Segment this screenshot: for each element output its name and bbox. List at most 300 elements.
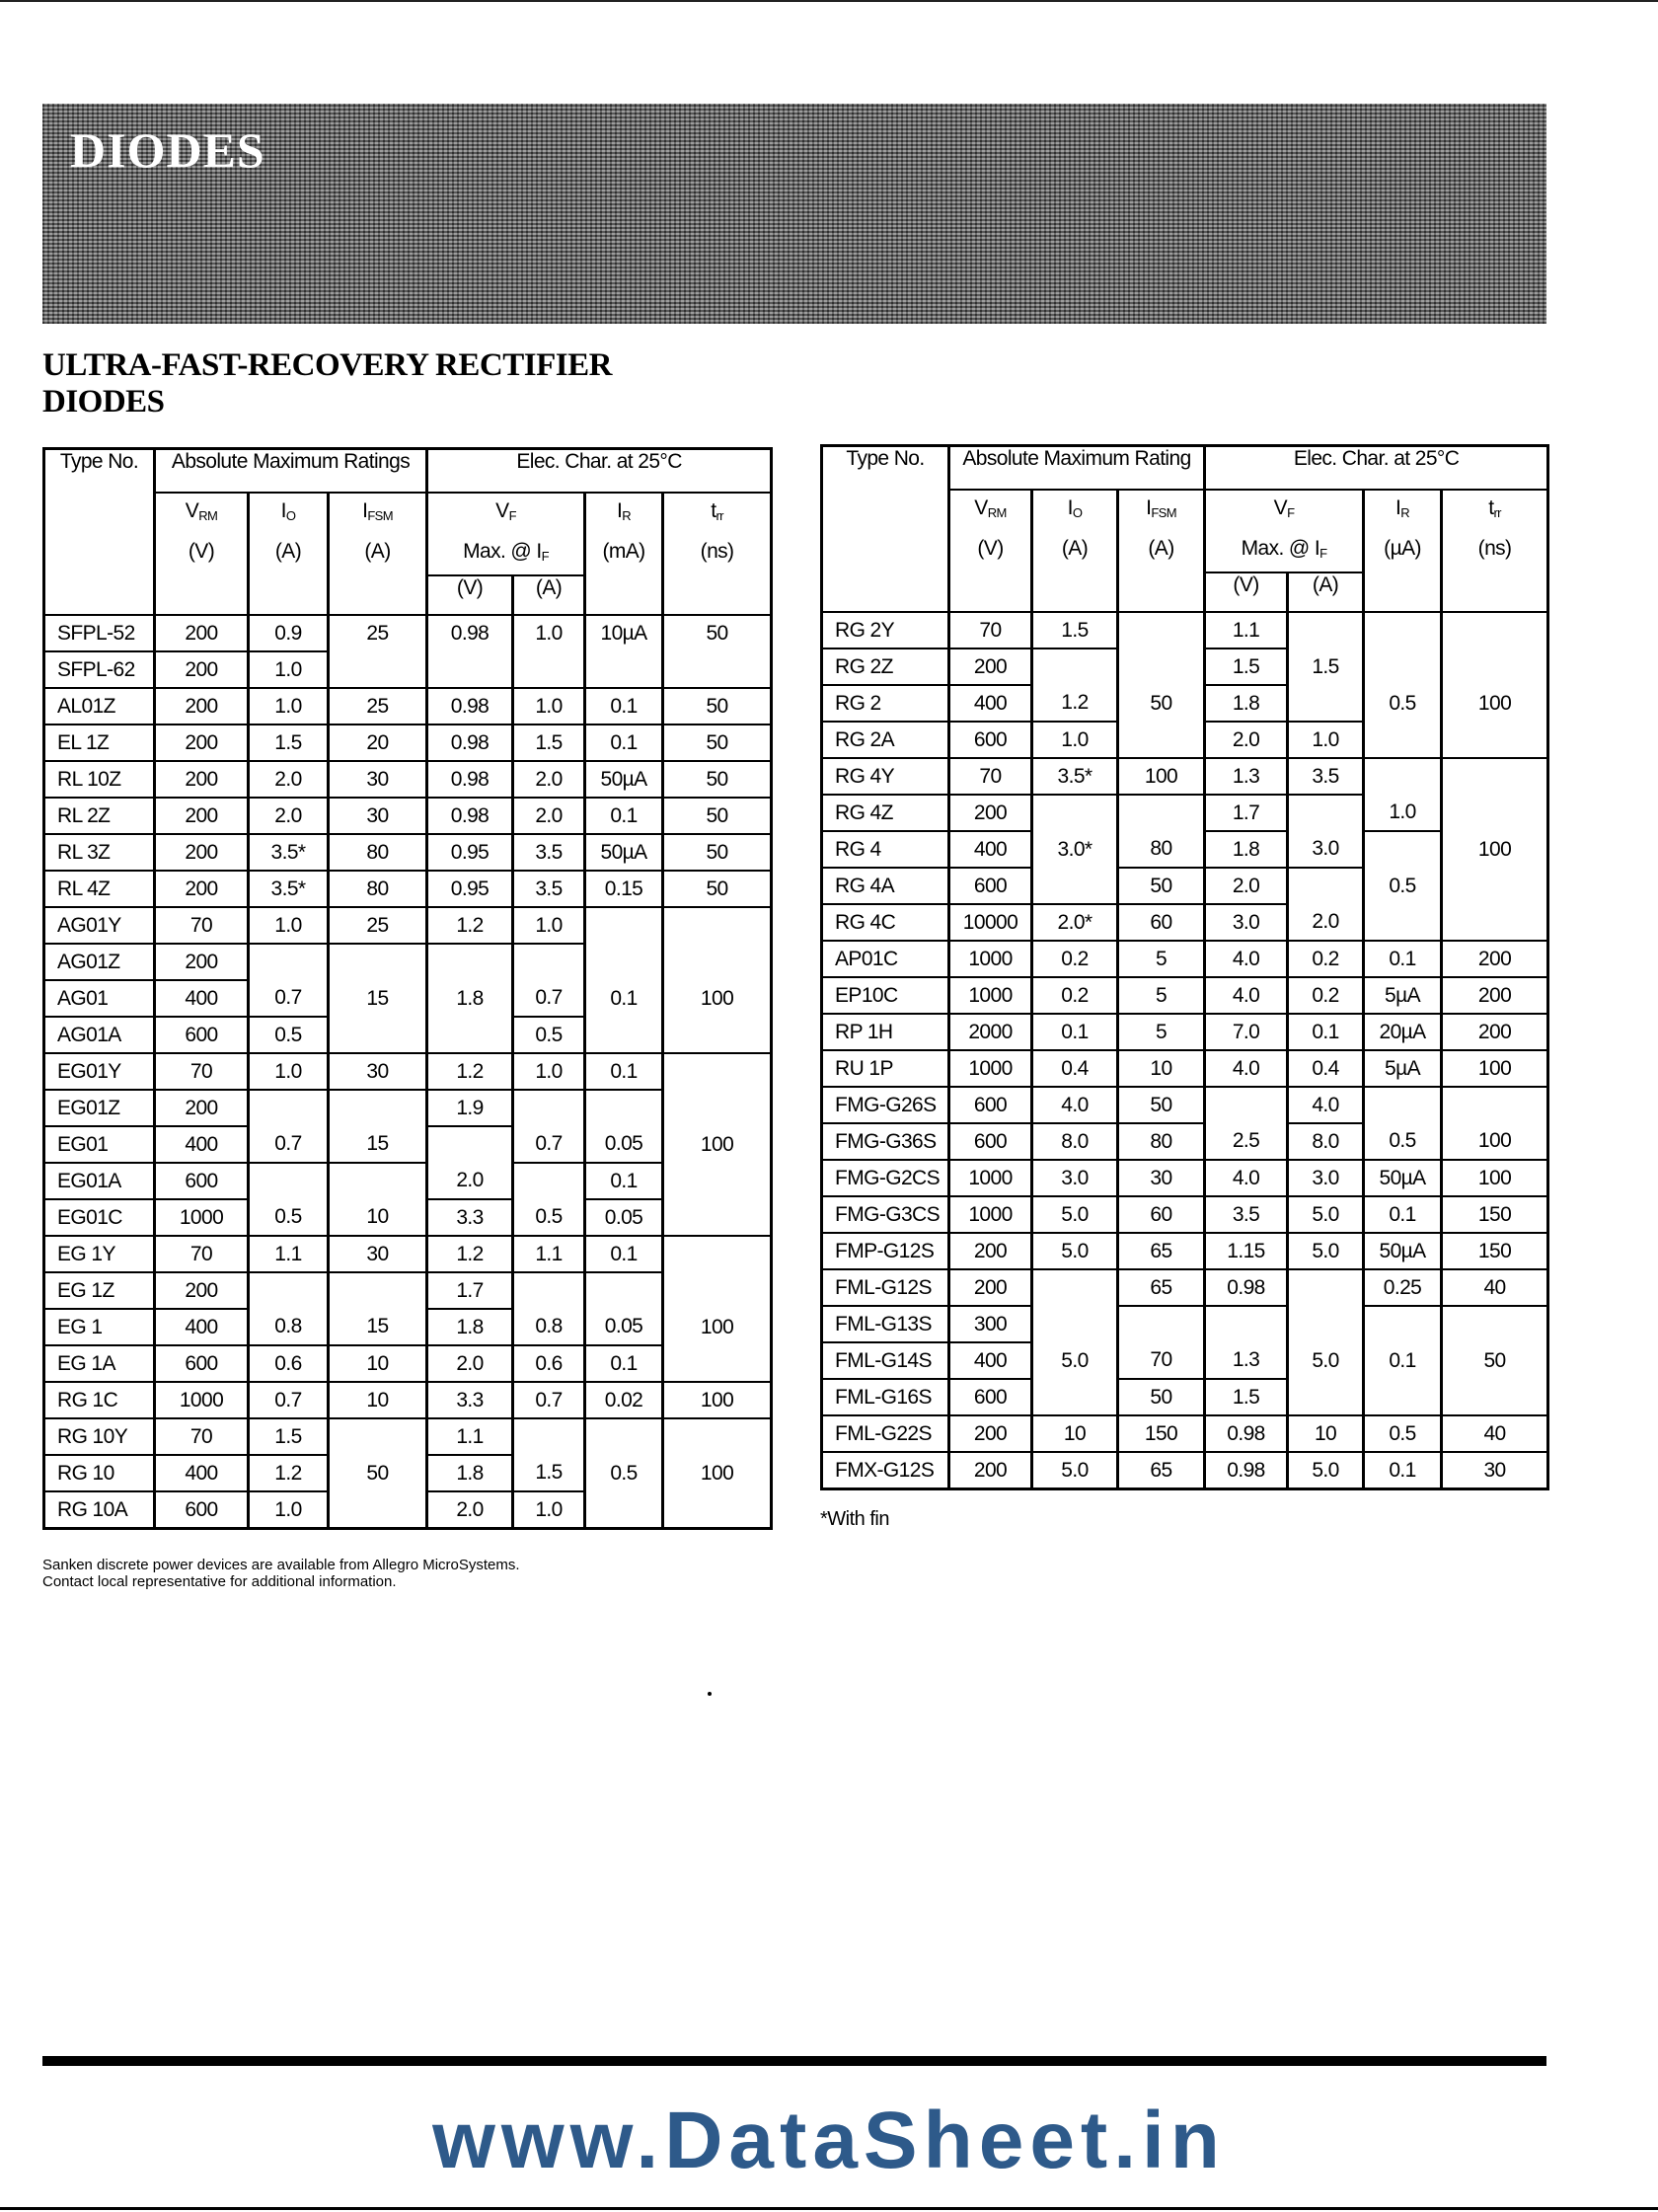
cell-ifsm: 25 — [329, 688, 427, 725]
cell-vrm: 1000 — [949, 1050, 1032, 1087]
cell-vf: 1.5 — [1205, 648, 1288, 685]
cell-ifsm: 60 — [1118, 904, 1205, 941]
cell-if: 0.1 — [1288, 1014, 1364, 1050]
cell-if: 5.0 — [1288, 1233, 1364, 1269]
cell-type-no: RP 1H — [822, 1014, 949, 1050]
cell-ir — [585, 1272, 663, 1309]
cell-io: 2.0 — [249, 761, 329, 798]
table-row — [44, 1491, 772, 1529]
cell-type-no: EG01 — [44, 1126, 155, 1163]
cell-io: 1.5 — [249, 725, 329, 761]
symbol-subscript: F — [541, 549, 549, 564]
cell-type-no: EG01Z — [44, 1090, 155, 1126]
header-elec-char: Elec. Char. at 25°C — [1205, 446, 1548, 491]
cell-ir: 0.1 — [585, 1053, 663, 1090]
banner-title: DIODES — [70, 122, 265, 178]
cell-vrm: 1000 — [949, 1196, 1032, 1233]
cell-vrm: 200 — [155, 798, 249, 834]
header-vf-volts: (V) — [427, 575, 513, 615]
cell-ir: 10µA — [585, 615, 663, 651]
cell-vf: 0.98 — [1205, 1269, 1288, 1306]
cell-io: 1.2 — [1032, 685, 1118, 722]
cell-vrm: 200 — [155, 871, 249, 907]
cell-type-no: SFPL-52 — [44, 615, 155, 651]
table-row — [44, 1345, 772, 1382]
cell-ifsm — [329, 1418, 427, 1455]
cell-type-no: EG 1Z — [44, 1272, 155, 1309]
symbol-base: t — [1488, 496, 1494, 519]
cell-type-no: RG 2A — [822, 722, 949, 758]
cell-ifsm — [1118, 795, 1205, 831]
cell-io — [1032, 648, 1118, 685]
cell-ir: 0.1 — [1364, 1452, 1442, 1489]
cell-if: 1.5 — [513, 1455, 585, 1491]
header-io — [1032, 490, 1118, 612]
cell-vf: 1.3 — [1205, 758, 1288, 795]
symbol-subscript: R — [1400, 505, 1410, 520]
cell-io: 3.5* — [1032, 758, 1118, 795]
cell-vf: 0.98 — [427, 688, 513, 725]
table-body — [44, 615, 772, 1529]
cell-ifsm: 25 — [329, 615, 427, 651]
cell-trr — [1442, 1306, 1548, 1342]
unit-label: (A) — [1061, 537, 1089, 560]
symbol-base: V — [185, 499, 199, 522]
cell-vf: 2.0 — [1205, 868, 1288, 904]
cell-vf: 0.95 — [427, 834, 513, 871]
cell-type-no: FML-G12S — [822, 1269, 949, 1306]
header-absolute-max-ratings: Absolute Maximum Rating — [949, 446, 1205, 491]
cell-ifsm — [329, 1090, 427, 1126]
cell-ifsm: 30 — [329, 1236, 427, 1272]
header-vf-amps: (A) — [513, 575, 585, 615]
cell-ifsm — [329, 651, 427, 688]
symbol-base: V — [1273, 496, 1288, 519]
cell-vrm: 200 — [949, 795, 1032, 831]
table-row — [44, 1418, 772, 1455]
cell-io: 0.2 — [1032, 977, 1118, 1014]
cell-ir: 0.02 — [585, 1382, 663, 1418]
cell-trr — [1442, 1379, 1548, 1415]
header-ifsm — [1118, 490, 1205, 612]
vf-condition: Max. @ I — [463, 540, 542, 563]
cell-trr: 50 — [663, 798, 772, 834]
cell-if: 2.0 — [513, 761, 585, 798]
table-row — [44, 1382, 772, 1418]
cell-ifsm: 80 — [329, 871, 427, 907]
cell-type-no: RL 2Z — [44, 798, 155, 834]
cell-if: 3.5 — [513, 871, 585, 907]
cell-trr — [1442, 904, 1548, 941]
cell-io: 1.0 — [249, 1491, 329, 1529]
cell-if: 1.0 — [513, 615, 585, 651]
cell-vrm: 200 — [949, 1233, 1032, 1269]
cell-ir: 0.1 — [1364, 1342, 1442, 1379]
cell-trr — [663, 1272, 772, 1309]
cell-ir: 0.5 — [1364, 1415, 1442, 1452]
cell-vrm: 1000 — [155, 1382, 249, 1418]
availability-note — [42, 1557, 520, 1590]
cell-trr: 100 — [663, 1382, 772, 1418]
footer-rule — [42, 2056, 1546, 2066]
cell-trr: 100 — [1442, 1050, 1548, 1087]
cell-if: 3.5 — [513, 834, 585, 871]
cell-if — [513, 1163, 585, 1199]
cell-type-no: FMX-G12S — [822, 1452, 949, 1489]
cell-ir: 5µA — [1364, 977, 1442, 1014]
cell-trr: 100 — [1442, 831, 1548, 868]
cell-if — [513, 1090, 585, 1126]
cell-vf: 2.0 — [427, 1345, 513, 1382]
cell-trr: 200 — [1442, 1014, 1548, 1050]
cell-ir: 0.05 — [585, 1126, 663, 1163]
cell-if: 0.2 — [1288, 941, 1364, 977]
cell-vf: 3.0 — [1205, 904, 1288, 941]
cell-ir: 50µA — [585, 834, 663, 871]
table-row — [44, 1272, 772, 1309]
cell-type-no: EG 1 — [44, 1309, 155, 1345]
cell-if — [1288, 685, 1364, 722]
cell-ifsm: 30 — [329, 1053, 427, 1090]
cell-trr — [663, 1090, 772, 1126]
cell-trr — [1442, 722, 1548, 758]
cell-ifsm: 10 — [329, 1345, 427, 1382]
cell-ir — [585, 944, 663, 980]
cell-vf: 1.3 — [1205, 1342, 1288, 1379]
cell-type-no: RL 3Z — [44, 834, 155, 871]
cell-if: 1.0 — [513, 907, 585, 944]
cell-trr — [1442, 795, 1548, 831]
table-body — [822, 612, 1548, 1489]
note-line1: Sanken discrete power devices are available from Allegro MicroSystems. — [42, 1557, 520, 1573]
section-title-line1: ULTRA-FAST-RECOVERY RECTIFIER — [42, 347, 612, 383]
cell-ir: 0.1 — [585, 725, 663, 761]
unit-label: (V) — [188, 540, 215, 563]
table-row — [822, 1415, 1548, 1452]
header-vrm — [949, 490, 1032, 612]
cell-type-no: RG 10Y — [44, 1418, 155, 1455]
cell-if: 1.0 — [513, 1053, 585, 1090]
cell-io — [1032, 1379, 1118, 1415]
table-row — [822, 1379, 1548, 1415]
table-row — [822, 831, 1548, 868]
cell-ifsm — [1118, 1306, 1205, 1342]
top-edge-line — [0, 0, 1658, 2]
cell-trr — [663, 1199, 772, 1236]
cell-ir: 0.25 — [1364, 1269, 1442, 1306]
cell-io — [249, 1090, 329, 1126]
symbol-subscript: rr — [716, 508, 723, 523]
header-vf — [1205, 490, 1364, 572]
cell-vrm: 200 — [949, 1415, 1032, 1452]
cell-io: 0.6 — [249, 1345, 329, 1382]
cell-if: 5.0 — [1288, 1452, 1364, 1489]
cell-if: 1.0 — [513, 688, 585, 725]
vf-condition: Max. @ I — [1241, 537, 1320, 560]
unit-label: (ns) — [700, 540, 734, 563]
cell-vf: 1.2 — [427, 1236, 513, 1272]
cell-ir — [585, 907, 663, 944]
header-vf — [427, 493, 585, 575]
cell-vrm: 70 — [155, 1053, 249, 1090]
section-title-line2: DIODES — [42, 384, 165, 420]
symbol-base: V — [495, 499, 509, 522]
cell-ir: 0.5 — [585, 1455, 663, 1491]
cell-trr — [663, 1053, 772, 1090]
table-row — [44, 1163, 772, 1199]
cell-vrm: 600 — [949, 722, 1032, 758]
cell-io: 0.2 — [1032, 941, 1118, 977]
cell-io — [249, 1272, 329, 1309]
cell-ifsm: 50 — [1118, 1087, 1205, 1123]
cell-vf: 1.2 — [427, 907, 513, 944]
table-row — [822, 941, 1548, 977]
symbol-subscript: RM — [198, 508, 218, 523]
cell-type-no: RG 2 — [822, 685, 949, 722]
cell-type-no: AG01Z — [44, 944, 155, 980]
cell-type-no: EG01Y — [44, 1053, 155, 1090]
cell-type-no: EG 1Y — [44, 1236, 155, 1272]
cell-if — [513, 1272, 585, 1309]
cell-ifsm: 15 — [329, 1126, 427, 1163]
cell-io — [1032, 795, 1118, 831]
cell-if: 0.6 — [513, 1345, 585, 1382]
cell-io: 0.8 — [249, 1309, 329, 1345]
cell-type-no: RG 4 — [822, 831, 949, 868]
cell-if: 0.2 — [1288, 977, 1364, 1014]
cell-trr — [1442, 648, 1548, 685]
cell-vrm: 400 — [949, 1342, 1032, 1379]
cell-ifsm — [329, 944, 427, 980]
cell-trr: 100 — [663, 980, 772, 1017]
symbol-base: I — [1146, 496, 1152, 519]
cell-trr: 50 — [663, 834, 772, 871]
cell-trr — [663, 1163, 772, 1199]
cell-ifsm — [1118, 648, 1205, 685]
cell-if: 0.5 — [513, 1199, 585, 1236]
cell-ir: 0.1 — [1364, 1196, 1442, 1233]
symbol-subscript: F — [1287, 505, 1295, 520]
cell-ifsm: 30 — [329, 761, 427, 798]
cell-trr — [663, 1236, 772, 1272]
cell-trr: 100 — [663, 1309, 772, 1345]
cell-type-no: RG 10 — [44, 1455, 155, 1491]
cell-if: 5.0 — [1288, 1196, 1364, 1233]
cell-ifsm: 65 — [1118, 1452, 1205, 1489]
table-row — [822, 1123, 1548, 1160]
cell-io: 3.0 — [1032, 1160, 1118, 1196]
table-row — [822, 648, 1548, 685]
cell-if: 0.5 — [513, 1017, 585, 1053]
unit-label: (V) — [977, 537, 1004, 560]
cell-if: 3.0 — [1288, 1160, 1364, 1196]
cell-io: 2.0* — [1032, 904, 1118, 941]
table-row — [44, 1090, 772, 1126]
cell-if: 0.7 — [513, 1382, 585, 1418]
cell-vrm: 200 — [949, 1269, 1032, 1306]
cell-vrm: 600 — [155, 1163, 249, 1199]
cell-type-no: RG 2Y — [822, 612, 949, 648]
cell-vf — [427, 944, 513, 980]
cell-trr — [1442, 868, 1548, 904]
symbol-base: I — [1395, 496, 1401, 519]
cell-vf: 4.0 — [1205, 1050, 1288, 1087]
table-row — [44, 944, 772, 980]
header-absolute-max-ratings: Absolute Maximum Ratings — [155, 449, 427, 494]
header-type-no: Type No. — [822, 446, 949, 613]
header-ir — [585, 493, 663, 615]
cell-io: 1.1 — [249, 1236, 329, 1272]
cell-ifsm: 15 — [329, 1309, 427, 1345]
cell-ir — [585, 651, 663, 688]
cell-trr: 50 — [1442, 1342, 1548, 1379]
cell-io: 2.0 — [249, 798, 329, 834]
cell-trr: 150 — [1442, 1233, 1548, 1269]
cell-trr: 50 — [663, 871, 772, 907]
cell-io: 5.0 — [1032, 1196, 1118, 1233]
cell-ir — [1364, 831, 1442, 868]
cell-trr: 50 — [663, 615, 772, 651]
cell-io: 5.0 — [1032, 1342, 1118, 1379]
cell-vf: 1.7 — [1205, 795, 1288, 831]
table-row — [822, 1050, 1548, 1087]
table-row — [44, 1017, 772, 1053]
cell-io — [249, 1163, 329, 1199]
cell-if: 3.0 — [1288, 831, 1364, 868]
cell-trr: 150 — [1442, 1196, 1548, 1233]
cell-if — [513, 944, 585, 980]
cell-vf: 2.0 — [1205, 722, 1288, 758]
cell-ir — [585, 1491, 663, 1529]
unit-label: (ns) — [1477, 537, 1512, 560]
cell-trr — [663, 651, 772, 688]
table-row — [822, 1233, 1548, 1269]
table-row — [822, 795, 1548, 831]
cell-vf: 3.3 — [427, 1382, 513, 1418]
cell-ifsm: 5 — [1118, 941, 1205, 977]
cell-vrm: 70 — [949, 758, 1032, 795]
header-type-no: Type No. — [44, 449, 155, 616]
cell-ifsm: 30 — [1118, 1160, 1205, 1196]
table-row — [44, 980, 772, 1017]
cell-ifsm — [1118, 612, 1205, 648]
cell-type-no: RG 10A — [44, 1491, 155, 1529]
cell-if: 1.0 — [1288, 722, 1364, 758]
cell-ir — [585, 1090, 663, 1126]
cell-if — [1288, 1269, 1364, 1306]
cell-vrm: 200 — [155, 761, 249, 798]
cell-io: 0.1 — [1032, 1014, 1118, 1050]
table-row — [44, 1236, 772, 1272]
cell-trr: 100 — [1442, 1160, 1548, 1196]
cell-ifsm — [329, 1017, 427, 1053]
cell-if: 0.8 — [513, 1309, 585, 1345]
cell-ifsm: 50 — [329, 1455, 427, 1491]
cell-ir: 0.1 — [585, 1345, 663, 1382]
cell-type-no: RG 4A — [822, 868, 949, 904]
unit-label: (mA) — [602, 540, 645, 563]
cell-io: 0.9 — [249, 615, 329, 651]
header-elec-char: Elec. Char. at 25°C — [427, 449, 772, 494]
cell-vf: 0.98 — [427, 798, 513, 834]
cell-if: 1.5 — [1288, 648, 1364, 685]
cell-if — [1288, 1306, 1364, 1342]
cell-io — [1032, 1269, 1118, 1306]
bottom-edge-line — [0, 2207, 1658, 2210]
cell-if: 1.0 — [513, 1491, 585, 1529]
symbol-subscript: R — [622, 508, 632, 523]
header-trr — [1442, 490, 1548, 612]
cell-vf: 1.2 — [427, 1053, 513, 1090]
cell-vrm: 2000 — [949, 1014, 1032, 1050]
cell-ir: 0.5 — [1364, 1123, 1442, 1160]
cell-ir: 50µA — [1364, 1160, 1442, 1196]
cell-io: 0.5 — [249, 1017, 329, 1053]
table-row — [44, 1199, 772, 1236]
cell-vf — [1205, 1306, 1288, 1342]
cell-ifsm: 70 — [1118, 1342, 1205, 1379]
cell-vrm: 400 — [155, 1455, 249, 1491]
cell-if: 5.0 — [1288, 1342, 1364, 1379]
header-trr — [663, 493, 772, 615]
cell-type-no: FMG-G2CS — [822, 1160, 949, 1196]
symbol-base: I — [617, 499, 623, 522]
cell-vrm: 1000 — [155, 1199, 249, 1236]
cell-ifsm: 5 — [1118, 1014, 1205, 1050]
cell-vf: 4.0 — [1205, 941, 1288, 977]
cell-ifsm — [329, 1163, 427, 1199]
cell-type-no: FML-G22S — [822, 1415, 949, 1452]
cell-trr: 100 — [663, 1126, 772, 1163]
header-ifsm — [329, 493, 427, 615]
cell-type-no: RL 4Z — [44, 871, 155, 907]
table-row — [822, 1452, 1548, 1489]
cell-ir: 5µA — [1364, 1050, 1442, 1087]
cell-ir — [1364, 612, 1442, 648]
diode-table-left — [42, 447, 773, 1530]
cell-vf: 4.0 — [1205, 1160, 1288, 1196]
cell-ir — [1364, 1087, 1442, 1123]
note-line2: Contact local representative for additional information. — [42, 1573, 397, 1590]
cell-io: 0.7 — [249, 1126, 329, 1163]
watermark-link[interactable]: www.DataSheet.in — [432, 2096, 1226, 2185]
table-row — [44, 651, 772, 688]
table-row — [822, 904, 1548, 941]
cell-vrm: 1000 — [949, 941, 1032, 977]
table-row — [44, 1053, 772, 1090]
cell-vrm: 70 — [155, 1236, 249, 1272]
cell-ifsm — [329, 1272, 427, 1309]
cell-type-no: EL 1Z — [44, 725, 155, 761]
cell-vrm: 70 — [155, 907, 249, 944]
section-title — [42, 347, 612, 420]
cell-ifsm — [1118, 722, 1205, 758]
cell-io: 1.0 — [249, 1053, 329, 1090]
diode-table-right — [820, 444, 1549, 1490]
cell-vrm: 400 — [949, 685, 1032, 722]
table-row — [822, 1306, 1548, 1342]
cell-io — [249, 944, 329, 980]
cell-ir: 1.0 — [1364, 795, 1442, 831]
cell-vrm: 600 — [949, 1123, 1032, 1160]
cell-ir: 0.1 — [1364, 941, 1442, 977]
cell-vrm: 200 — [155, 944, 249, 980]
cell-vrm: 10000 — [949, 904, 1032, 941]
cell-vrm: 200 — [155, 834, 249, 871]
cell-vf: 1.8 — [427, 1455, 513, 1491]
header-vf-volts: (V) — [1205, 572, 1288, 612]
table-row — [822, 685, 1548, 722]
